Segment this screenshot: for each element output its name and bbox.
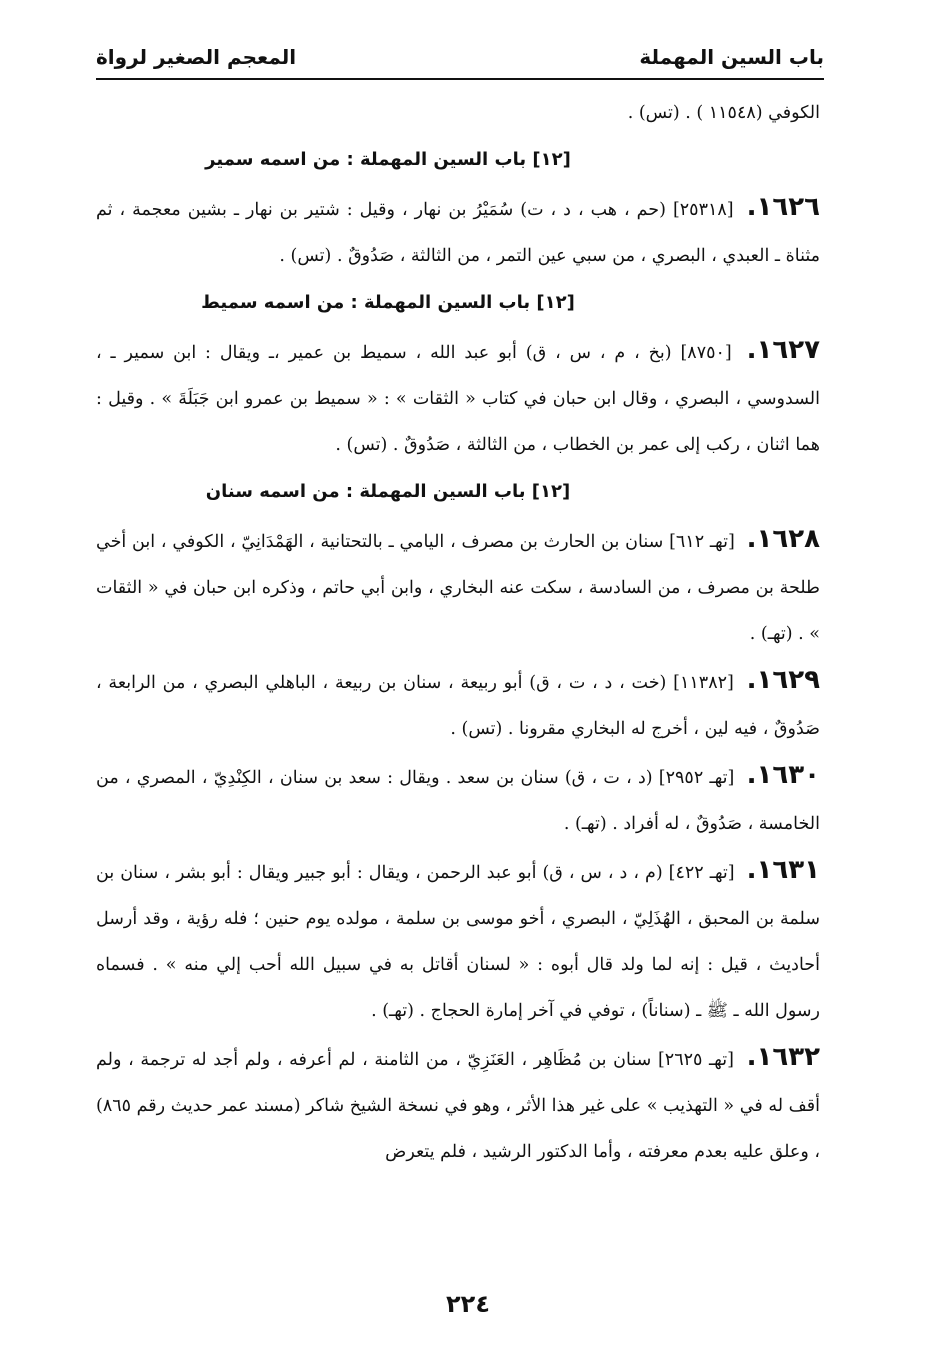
entry-number: ١٦٣١. bbox=[746, 855, 820, 885]
entry-1630 bbox=[96, 752, 820, 847]
entry-1626 bbox=[96, 184, 820, 279]
header-book-title: المعجم الصغير لرواة bbox=[96, 45, 297, 69]
entry-1632 bbox=[96, 1034, 820, 1175]
entry-number: ١٦٢٧. bbox=[746, 335, 820, 365]
entry-number: ١٦٢٨. bbox=[746, 524, 820, 554]
entry-number: ١٦٢٩. bbox=[746, 665, 820, 695]
section-heading-sumait: [١٢] باب السين المهملة : من اسمه سميط bbox=[201, 292, 575, 313]
entry-text: [تهـ ٤٢٢] (م ، د ، س ، ق) أبو عبد الرحمن ، ويقال : أبو جبير ويقال : أبو بشر ، سنان بن سلمة بن المحبق ، الهُذَلِيّ ، البصري ، أخو موسى بن سلمة ، مولده يوم حنين ؛ فله رؤية ، وقد أرسل أحاديث ، قيل : إنه لما ولد قال أبوه : « لسنان أقاتل به في سبيل الله أحب إلي منه » . فسماه رسول الله ـ ﷺ ـ (سناناً) ، توفي في آخر إمارة الحجاج . (تهـ) . bbox=[96, 863, 820, 1021]
entry-text: [٢٥٣١٨] (حم ، هب ، د ، ت) سُمَيْرُ بن نهار ، وقيل : شتير بن نهار ـ بشين معجمة ، ثم مثناة ـ العبدي ، البصري ، من سبي عين التمر ، من الثالثة ، صَدُوقٌ . (تس) . bbox=[96, 200, 820, 266]
page-body bbox=[96, 90, 820, 1175]
entry-1629 bbox=[96, 657, 820, 752]
entry-text: [تهـ ٢٦٢٥] سنان بن مُظَاهِر ، العَنَزِيّ ، من الثامنة ، لم أعرفه ، ولم أجد له ترجمة ، ولم أقف له في « التهذيب » على غير هذا الأثر ، وهو في نسخة الشيخ شاكر (مسند عمر حديث رقم ٨٦٥) ، وعلق عليه بعدم معرفته ، وأما الدكتور الرشيد ، فلم يتعرض bbox=[96, 1050, 820, 1162]
running-header bbox=[96, 38, 824, 76]
entry-1628 bbox=[96, 516, 820, 657]
header-chapter-title: باب السين المهملة bbox=[639, 45, 824, 69]
entry-text: [٨٧٥٠] (بخ ، م ، س ، ق) أبو عبد الله ، سميط بن عمير ،ـ ويقال : ابن سمير ـ ، السدوسي ، البصري ، وقال ابن حبان في كتاب « الثقات » : « سميط بن عمرو ابن جَبَلَةَ » . وقيل : هما اثنان ، ركب إلى عمر بن الخطاب ، من الثالثة ، صَدُوقٌ . (تس) . bbox=[96, 343, 820, 455]
entry-text: [تهـ ٢٩٥٢] (د ، ت ، ق) سنان بن سعد . ويقال : سعد بن سنان ، الكِنْدِيّ ، المصري ، من الخامسة ، صَدُوقٌ ، له أفراد . (تهـ) . bbox=[96, 768, 820, 834]
entry-text: [تهـ ٦١٢] سنان بن الحارث بن مصرف ، اليامي ـ بالتحتانية ، الهَمْدَانِيّ ، الكوفي ، ابن أخي طلحة بن مصرف ، من السادسة ، سكت عنه البخاري ، وابن أبي حاتم ، وذكره ابن حبان في « الثقات » . (تهـ) . bbox=[96, 532, 820, 644]
entry-1631 bbox=[96, 847, 820, 1034]
entry-number: ١٦٣٢. bbox=[746, 1042, 820, 1072]
entry-number: ١٦٢٦. bbox=[746, 192, 820, 222]
intro-line: الكوفي (١١٥٤٨ ) . (تس) . bbox=[627, 103, 820, 123]
header-rule bbox=[96, 78, 824, 80]
entry-number: ١٦٣٠. bbox=[746, 760, 820, 790]
section-heading-sinan: [١٢] باب السين المهملة : من اسمه سنان bbox=[205, 481, 571, 502]
entry-1627 bbox=[96, 327, 820, 468]
page-number: ٢٢٤ bbox=[446, 1290, 490, 1318]
entry-text: [١١٣٨٢] (خت ، د ، ت ، ق) أبو ربيعة ، سنان بن ربيعة ، الباهلي البصري ، من الرابعة ، صَدُوقٌ ، فيه لين ، أخرج له البخاري مقرونا . (تس) . bbox=[96, 673, 820, 739]
section-heading-samir: [١٢] باب السين المهملة : من اسمه سمير bbox=[205, 149, 571, 170]
